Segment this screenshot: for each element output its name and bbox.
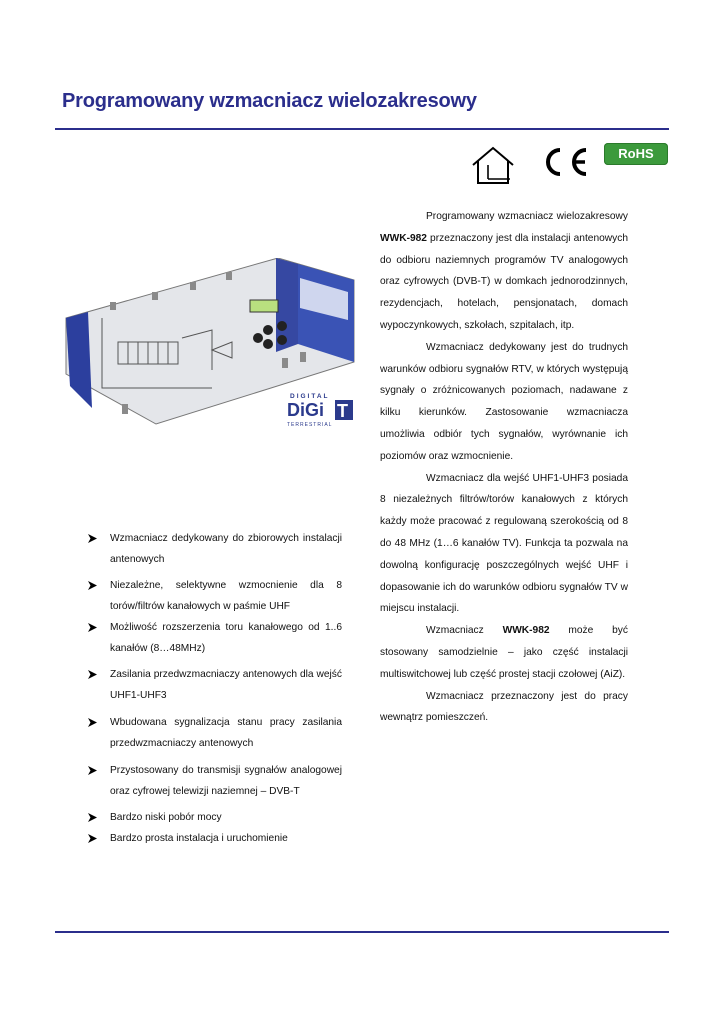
ce-mark-icon <box>538 146 590 178</box>
description-paragraph: Wzmacniacz dedykowany jest do trudnych warunków odbioru sygnałów RTV, w których występują sygnały o zróżnicowanych poziomach, nadawane z kilku kierunków. Zastosowanie wzmacniacza umożliwia odbiór tych sygnałów, wyrównanie ich poziomów oraz wzmocnienie. <box>380 341 628 462</box>
rohs-badge: RoHS <box>604 143 668 165</box>
feature-item: Wbudowana sygnalizacja stanu pracy zasilania przedwzmacniaczy antenowych <box>88 712 342 754</box>
arrow-bullet-icon <box>88 617 100 632</box>
arrow-bullet-icon <box>88 760 100 775</box>
svg-text:T: T <box>337 401 348 421</box>
feature-item: Bardzo prosta instalacja i uruchomienie <box>88 828 342 849</box>
page-title: Programowany wzmacniacz wielozakresowy <box>62 90 477 112</box>
feature-item: Niezależne, selektywne wzmocnienie dla 8 torów/filtrów kanałowych w paśmie UHF <box>88 575 342 617</box>
svg-text:DiGi: DiGi <box>287 400 325 420</box>
description-paragraph: Programowany wzmacniacz wielozakresowy WWK-982 przeznaczony jest dla instalacji antenowych do odbioru naziemnych programów TV analogowych oraz cyfrowych (DVB-T) w domkach jednorodzinnych, rezydencjach, hotelach, pensjonatach, domach wypoczynkowych, szkołach, szpitalach, itp. <box>380 211 628 331</box>
description-paragraph: Wzmacniacz WWK-982 może być stosowany samodzielnie – jako część instalacji multiswitchowej lub część prostej stacji czołowej (AiZ). <box>380 625 628 680</box>
feature-item: Zasilania przedwzmacniaczy antenowych dla wejść UHF1-UHF3 <box>88 664 342 706</box>
feature-item: Przystosowany do transmisji sygnałów analogowej oraz cyfrowej telewizji naziemnej – DVB-T <box>88 760 342 802</box>
arrow-bullet-icon <box>88 664 100 679</box>
digit-terrestrial-logo <box>285 390 355 430</box>
svg-text:DIGITAL: DIGITAL <box>290 393 330 400</box>
arrow-bullet-icon <box>88 575 100 590</box>
header-rule <box>55 128 669 130</box>
footer-rule <box>55 931 669 933</box>
product-description <box>380 206 628 729</box>
feature-item: Wzmacniacz dedykowany do zbiorowych instalacji antenowych <box>88 528 342 570</box>
feature-list <box>88 528 342 849</box>
arrow-bullet-icon <box>88 828 100 843</box>
svg-text:TERRESTRIAL: TERRESTRIAL <box>287 422 333 428</box>
description-paragraph: Wzmacniacz dla wejść UHF1-UHF3 posiada 8 niezależnych filtrów/torów kanałowych z których każdy może pracować z regulowaną szerokością od 8 do 48 MHz (1…6 kanałów TV). Funkcja ta pozwala na dowolną konfigurację poszczególnych wejść UHF i dopasowanie ich do warunków odbioru sygnałów TV w miejscu instalacji. <box>380 472 628 615</box>
arrow-bullet-icon <box>88 528 100 543</box>
feature-item: Możliwość rozszerzenia toru kanałowego od 1..6 kanałów (8…48MHz) <box>88 617 342 659</box>
description-paragraph: Wzmacniacz przeznaczony jest do pracy wewnątrz pomieszczeń. <box>380 690 628 724</box>
arrow-bullet-icon <box>88 712 100 727</box>
arrow-bullet-icon <box>88 807 100 822</box>
feature-item: Bardzo niski pobór mocy <box>88 807 342 828</box>
indoor-use-icon <box>470 145 516 187</box>
